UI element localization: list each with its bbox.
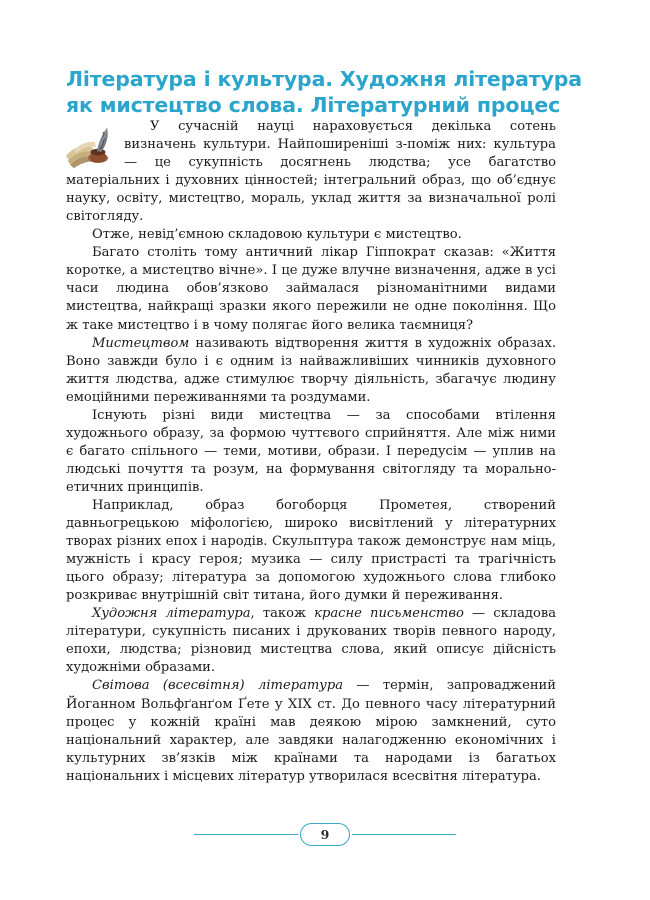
term-svitova-literatura: Світова (всесвітня) література [92, 678, 344, 694]
quill-book-inkwell-icon [62, 120, 118, 172]
footer-rule-left [194, 834, 298, 835]
page-footer [0, 820, 650, 848]
paragraph-8 [66, 677, 556, 785]
paragraph-4 [66, 335, 556, 407]
body-text-column [66, 118, 556, 786]
paragraph-4-text: називають відтворення життя в художніх образах. Воно завжди було і є одним із найважливіших чинників духовного життя людства, адже стимулює творчу діяльність, збагачує людину емоційними переживаннями та роздумами. [66, 335, 556, 405]
paragraph-2-text: Отже, невід’ємною складовою культури є мистецтво. [92, 227, 462, 243]
paragraph-3 [66, 244, 556, 334]
term-mystetstvom: Мистецтвом [92, 335, 190, 351]
paragraph-3-text: Багато століть тому античний лікар Гіппократ сказав: «Життя коротке, а мистецтво вічне». І це дуже влучне визначення, адже в усі часи людина обов’язково займалася різноманітними видами мистецтва, найкращі зразки якого пережили не одне покоління. Що ж таке мистецтво і в чому полягає його велика таємниця? [66, 245, 556, 333]
page-number-badge: 9 [300, 823, 350, 846]
paragraph-7 [66, 605, 556, 677]
page-title-line-1: Література і культура. Художня література [66, 66, 582, 91]
paragraph-8-text: — термін, запроваджений Йоганном Вольфґанґом Ґете у XIX ст. До певного часу літературний процес у кожній країні мав деякою мірою замкнений, суто національний характер, але завдяки налагодженню економічних і культурних зв’язків між країнами та народами із багатьох національних і місцевих літератур утворилася всесвітня література. [66, 678, 556, 784]
paragraph-7-text-mid: , також [250, 606, 315, 622]
paragraph-5 [66, 407, 556, 497]
term-krasne-pysmenstvo: красне письменство [314, 606, 464, 622]
page-title [66, 66, 582, 118]
page-title-line-2: як мистецтво слова. Літературний процес [66, 92, 561, 117]
paragraph-7-text-after: — складова літератури, сукупність писаних і друкованих творів певного народу, епохи, людства; різновид мистецтва слова, який описує дійсність художніми образами. [66, 606, 557, 676]
paragraph-6 [66, 497, 556, 605]
paragraph-6-text: Наприклад, образ богоборця Прометея, створений давньогрецькою міфологією, широко висвітлений у літературних творах різних епох і народів. Скульптура також демонструє нам міць, мужність і красу героя; музика — силу пристрасті та трагічність цього образу; література за допомогою художнього слова глибоко розкриває внутрішній світ титана, його думки й переживання. [66, 497, 556, 604]
term-khudozhnia-literatura: Художня література [92, 606, 251, 622]
paragraph-1-text: У сучасній науці нараховується декілька сотень визначень культури. Найпоширеніші з-поміж них: культура — це сукупність досягнень людства; усе багатство матеріальних і духовних цінностей; інтегральний образ, що об’єднує науку, освіту, мистецтво, мораль, уклад життя за визначальної ролі світогляду. [66, 119, 556, 225]
paragraph-2 [66, 226, 556, 244]
paragraph-1 [66, 118, 556, 226]
paragraph-5-text: Існують різні види мистецтва — за способами втілення художнього образу, за формою чуттєвого сприйняття. Але між ними є багато спільного — теми, мотиви, образи. І передусім — уплив на людські почуття та розум, на формування світогляду та морально-етичних принципів. [66, 407, 556, 495]
footer-rule-right [352, 834, 456, 835]
